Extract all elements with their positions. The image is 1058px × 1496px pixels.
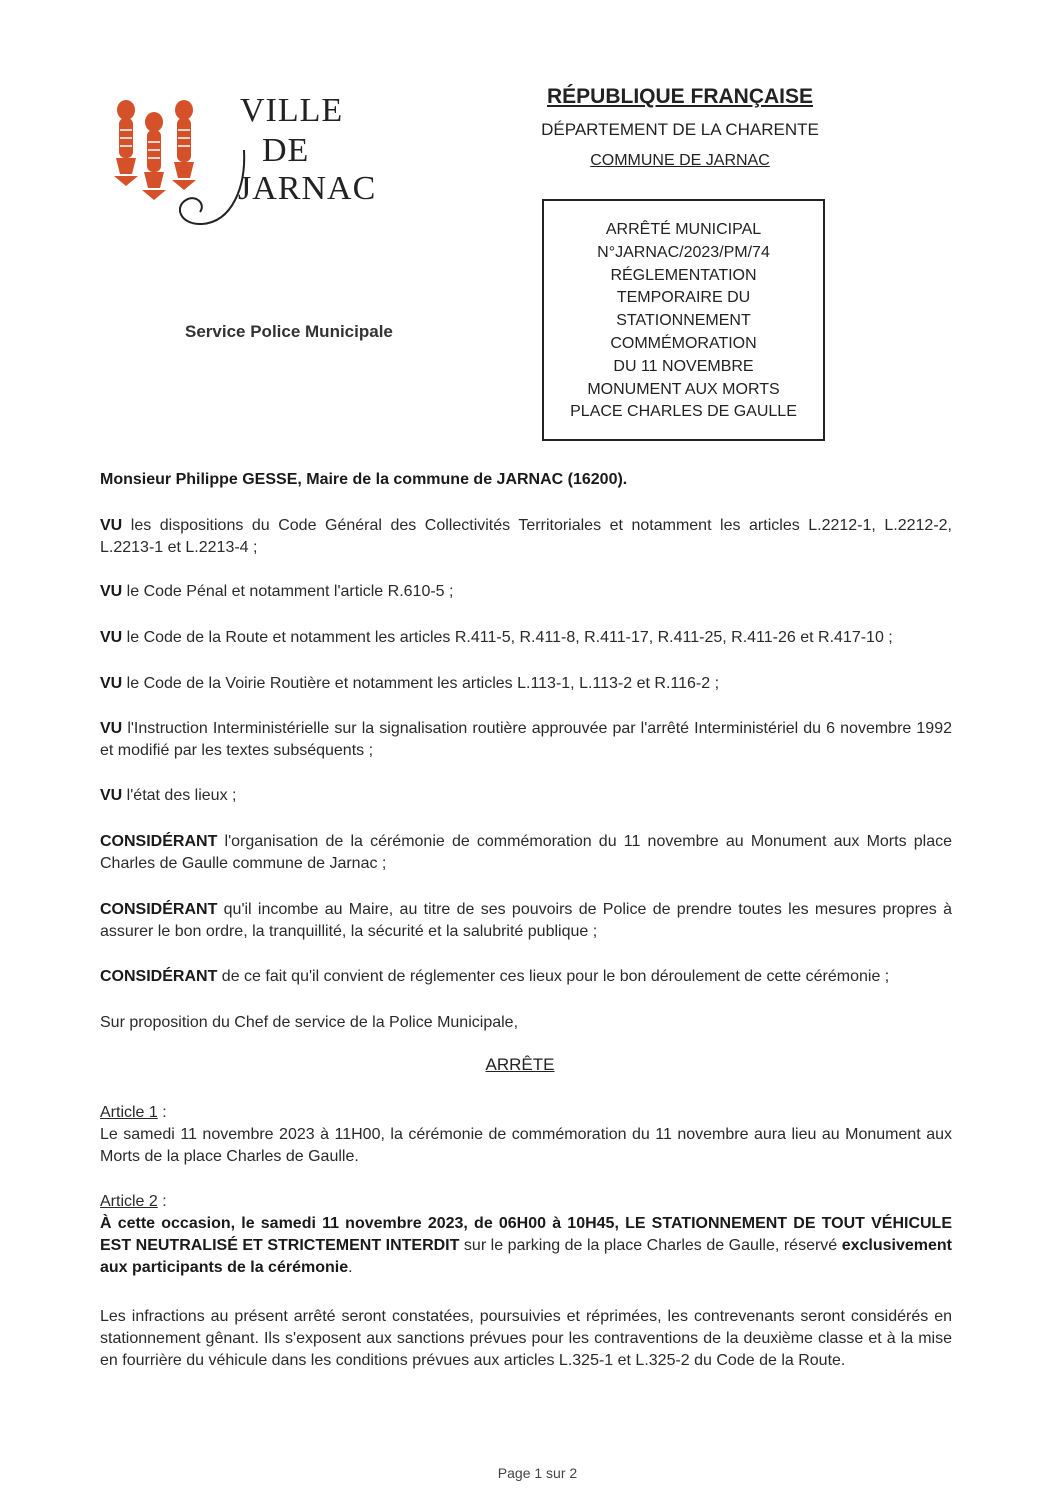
article-2-bold-c: exclusivement aux participants de la cérémonie <box>100 1237 952 1276</box>
logo-jarnac: JARNAC <box>238 170 377 207</box>
article-2-title: Article 2 <box>100 1193 158 1210</box>
article-2-bold-a: À cette occasion, le samedi 11 novembre 2023, de 06H00 à 10H45, LE STATIONNEMENT DE TOUT VÉHICULE EST NEUTRALISÉ ET STRICTEMENT INTERDIT <box>100 1215 952 1254</box>
commune: COMMUNE DE JARNAC <box>590 152 770 169</box>
vu-label: VU <box>100 583 123 600</box>
box-line: RÉGLEMENTATION <box>610 267 757 284</box>
considerant-reglementer <box>100 966 952 988</box>
arrete-title-box <box>542 199 825 441</box>
proposition: Sur proposition du Chef de service de la Police Municipale, <box>100 1014 519 1031</box>
article-1-text: Le samedi 11 novembre 2023 à 11H00, la cérémonie de commémoration du 11 novembre aura lieu au Monument aux Morts de la place Charles de Gaulle. <box>100 1126 952 1165</box>
vu-label: VU <box>100 720 123 737</box>
considerant-label: CONSIDÉRANT <box>100 833 218 850</box>
vu-text: le Code de la Route et notamment les articles R.411-5, R.411-8, R.411-17, R.411-25, R.411-26 et R.417-10 ; <box>122 629 893 646</box>
vu-text: les dispositions du Code Général des Collectivités Territoriales et notamment les articles L.2212-1, L.2212-2, L.2213-1 et L.2213-4 ; <box>100 517 952 556</box>
maire-statement: Monsieur Philippe GESSE, Maire de la commune de JARNAC (16200). <box>100 471 628 488</box>
logo-de: DE <box>262 132 310 169</box>
vu-text: le Code de la Voirie Routière et notamment les articles L.113-1, L.113-2 et R.116-2 ; <box>122 675 720 692</box>
vu-text: l'Instruction Interministérielle sur la signalisation routière approuvée par l'arrêté Interministériel du 6 novembre 1992 et modifié par les textes subséquents ; <box>100 720 952 759</box>
considerant-pouvoirs <box>100 899 952 943</box>
departement: DÉPARTEMENT DE LA CHARENTE <box>541 120 819 139</box>
box-line: ARRÊTÉ MUNICIPAL <box>605 221 762 238</box>
box-line: TEMPORAIRE DU <box>616 289 751 306</box>
vu-label: VU <box>100 629 123 646</box>
vu-code-penal <box>100 581 952 603</box>
article-1-title: Article 1 <box>100 1104 158 1121</box>
vu-cgct <box>100 515 952 559</box>
considerant-text: de ce fait qu'il convient de réglementer ces lieux pour le bon déroulement de cette cérémonie ; <box>217 968 890 985</box>
considerant-label: CONSIDÉRANT <box>100 968 218 985</box>
article-1-colon: : <box>157 1104 167 1121</box>
article-1 <box>100 1102 952 1168</box>
box-line: PLACE CHARLES DE GAULLE <box>570 403 797 420</box>
considerant-label: CONSIDÉRANT <box>100 901 218 918</box>
infractions-paragraph: Les infractions au présent arrêté seront constatées, poursuivies et réprimées, les contrevenants seront considérés en stationnement gênant. Ils s'exposent aux sanctions prévues pour les contraventions de la deuxième classe et à la mise en fourrière du véhicule dans les conditions prévues aux articles L.325-1 et L.325-2 du Code de la Route. <box>100 1308 952 1369</box>
service-label: Service Police Municipale <box>185 322 393 341</box>
vu-etat-lieux <box>100 785 952 807</box>
considerant-ceremonie <box>100 831 952 875</box>
box-line: STATIONNEMENT <box>616 312 751 329</box>
vu-label: VU <box>100 675 123 692</box>
box-line: MONUMENT AUX MORTS <box>587 381 780 398</box>
vu-text: le Code Pénal et notamment l'article R.610-5 ; <box>122 583 454 600</box>
vu-code-voirie <box>100 673 952 695</box>
article-2 <box>100 1191 952 1279</box>
article-2-text-b: sur le parking de la place Charles de Gaulle, réservé <box>459 1237 842 1254</box>
article-2-colon: : <box>157 1193 167 1210</box>
box-line: COMMÉMORATION <box>610 335 757 352</box>
box-line: DU 11 NOVEMBRE <box>613 358 754 375</box>
page-number: Page 1 sur 2 <box>497 1465 578 1481</box>
vu-label: VU <box>100 517 123 534</box>
arrete-heading: ARRÊTE <box>485 1055 555 1074</box>
considerant-text: l'organisation de la cérémonie de commémoration du 11 novembre au Monument aux Morts place Charles de Gaulle commune de Jarnac ; <box>100 833 952 872</box>
vu-label: VU <box>100 787 123 804</box>
vu-instruction <box>100 718 952 762</box>
logo-ville: VILLE <box>240 92 344 129</box>
jarnac-logo <box>110 92 390 232</box>
vu-code-route <box>100 627 952 649</box>
box-line: N°JARNAC/2023/PM/74 <box>597 244 770 261</box>
article-2-text-d: . <box>348 1259 353 1276</box>
vu-text: l'état des lieux ; <box>122 787 237 804</box>
republique-francaise: RÉPUBLIQUE FRANÇAISE <box>546 85 814 108</box>
considerant-text: qu'il incombe au Maire, au titre de ses pouvoirs de Police de prendre toutes les mesures propres à assurer le bon ordre, la tranquillité, la sécurité et la salubrité publique ; <box>100 901 952 940</box>
